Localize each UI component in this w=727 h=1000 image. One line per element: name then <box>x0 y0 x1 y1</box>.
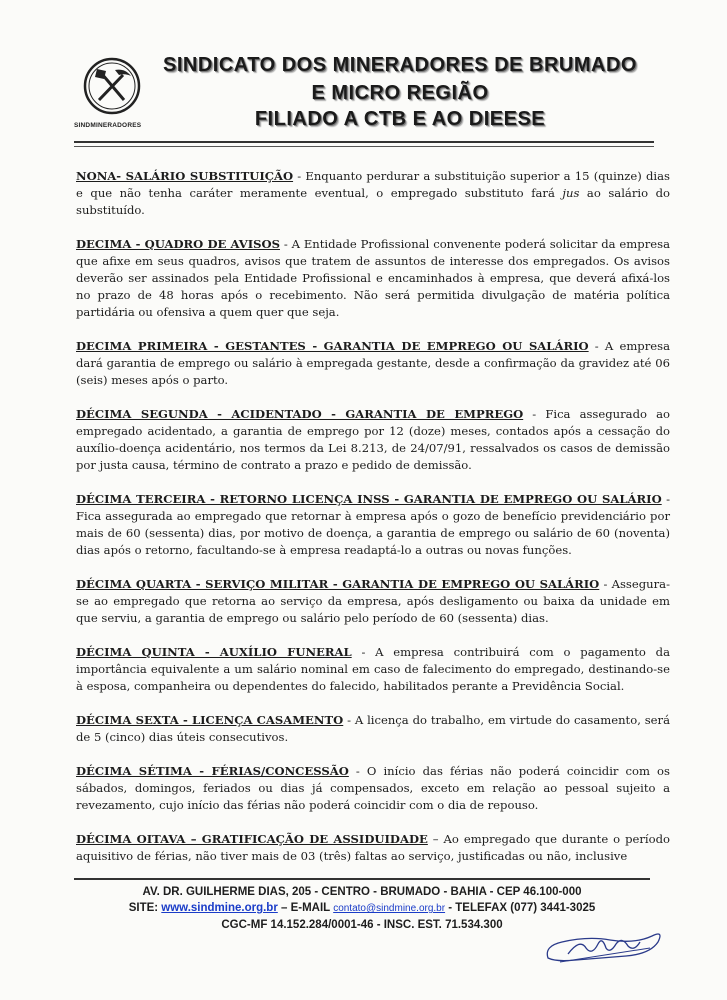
email-link[interactable]: contato@sindmine.org.br <box>333 903 446 914</box>
clause-paragraph <box>76 576 670 627</box>
clause-text: - A licença do trabalho, em virtude do casamento, será de 5 (cinco) dias úteis consecutivos. <box>76 713 670 744</box>
clause-text: - A empresa contribuirá com o pagamento da importância equivalente a um salário nominal em caso de falecimento do empregado, destinando-se à esposa, companheira ou dependentes do falecido, habilitados perante a Previdência Social. <box>76 645 671 693</box>
union-title: SINDICATO DOS MINERADORES DE BRUMADO <box>163 54 637 76</box>
clause-title: NONA- SALÁRIO SUBSTITUIÇÃO <box>76 169 294 183</box>
union-logo <box>74 50 154 140</box>
clause-paragraph <box>76 338 670 389</box>
clause-text: - Fica assegurada ao empregado que retornar à empresa após o gozo de benefício previdenciário por mais de 60 (sessenta) dias, por motivo de doença, a garantia de emprego ou salário de 60 (noventa) dias após o retorno, facultando-se à empresa readaptá-lo a outras ou novas funções. <box>76 492 670 557</box>
clause-title: DÉCIMA QUINTA - AUXÍLIO FUNERAL <box>76 645 352 659</box>
clause-text: – Ao empregado que durante o período aquisitivo de férias, não tiver mais de 03 (três) faltas ao serviço, justificadas ou não, inclusive <box>76 832 670 863</box>
clause-title: DÉCIMA OITAVA – GRATIFICAÇÃO DE ASSIDUIDADE <box>76 832 428 846</box>
clause-italic-term: jus <box>562 186 580 200</box>
footer-divider <box>74 878 650 880</box>
clause-text: - A empresa dará garantia de emprego ou salário à empregada gestante, desde a confirmação da gravidez até 06 (seis) meses após o parto. <box>76 339 670 387</box>
clause-title: DECIMA PRIMEIRA - GESTANTES - GARANTIA DE EMPREGO OU SALÁRIO <box>76 339 589 353</box>
clause-paragraph <box>76 406 670 474</box>
clause-title: DÉCIMA SEGUNDA - ACIDENTADO - GARANTIA DE EMPREGO <box>76 407 524 421</box>
clause-title: DECIMA - QUADRO DE AVISOS <box>76 237 280 251</box>
header-divider <box>74 141 654 143</box>
footer-registry: CGC-MF 14.152.284/0001-46 - INSC. EST. 71.534.300 <box>221 919 503 931</box>
logo-caption: SINDMINERADORES <box>74 122 142 129</box>
clause-title: DÉCIMA SÉTIMA - FÉRIAS/CONCESSÃO <box>76 764 349 778</box>
email-label: – E-MAIL <box>277 902 334 914</box>
union-subtitle: E MICRO REGIÃO <box>311 82 489 104</box>
clause-paragraph <box>76 644 670 695</box>
header-divider-thin <box>74 146 654 147</box>
clause-text: - A Entidade Profissional convenente poderá solicitar da empresa que afixe em seus quadros, avisos que tratem de assuntos de interesse dos empregados. Os avisos deverão ser assinados pela Entidade Profissional e encaminhados à empresa, que deverá afixá-los no prazo de 48 horas após o recebimento. Não será permitida divulgação de matéria política partidária ou ofensiva a quem quer que seja. <box>76 237 670 319</box>
clause-paragraph <box>76 763 670 814</box>
clause-paragraph <box>76 712 670 746</box>
clauses-body <box>76 168 670 882</box>
clause-paragraph <box>76 168 670 219</box>
clause-text: ao salário do substituído. <box>76 186 671 217</box>
clause-text: - Assegura-se ao empregado que retorna ao serviço da empresa, após desligamento ou baixa da unidade em que serviu, a garantia de emprego ou salário pelo período de 60 (sessenta) dias. <box>76 577 671 625</box>
handwritten-signature <box>540 918 670 973</box>
clause-text: - O início das férias não poderá coincidir com os sábados, domingos, feriados ou dias já compensados, exceto em relação ao pessoal sujeito a revezamento, cujo início das férias não poderá coincidir com o dia de repouso. <box>76 764 670 812</box>
clause-title: DÉCIMA QUARTA - SERVIÇO MILITAR - GARANTIA DE EMPREGO OU SALÁRIO <box>76 577 600 591</box>
clause-text: - Enquanto perdurar a substituição superior a 15 (quinze) dias e que não tenha caráter meramente eventual, o empregado substituto fará <box>76 169 670 200</box>
clause-paragraph <box>76 236 670 321</box>
affiliation-title: FILIADO A CTB E AO DIEESE <box>254 108 546 130</box>
clause-title: DÉCIMA TERCEIRA - RETORNO LICENÇA INSS - GARANTIA DE EMPREGO OU SALÁRIO <box>76 492 662 506</box>
clause-paragraph <box>76 831 670 865</box>
site-label: SITE: <box>128 902 162 914</box>
clause-text: - Fica assegurado ao empregado acidentado, a garantia de emprego por 12 (doze) meses, contados após a cessação do auxílio-doença acidentário, nos termos da Lei 8.213, de 24/07/91, ressalvados os casos de demissão por justa causa, término de contrato a prazo e pedido de demissão. <box>76 407 670 472</box>
clause-paragraph <box>76 491 670 559</box>
footer-contact-line <box>74 900 650 917</box>
website-link[interactable]: www.sindmine.org.br <box>161 902 278 914</box>
telefax-number: - TELEFAX (077) 3441-3025 <box>445 902 596 914</box>
footer-address: AV. DR. GUILHERME DIAS, 205 - CENTRO - BRUMADO - BAHIA - CEP 46.100-000 <box>142 886 582 898</box>
clause-title: DÉCIMA SEXTA - LICENÇA CASAMENTO <box>76 713 344 727</box>
pickaxe-shovel-icon <box>82 56 142 116</box>
